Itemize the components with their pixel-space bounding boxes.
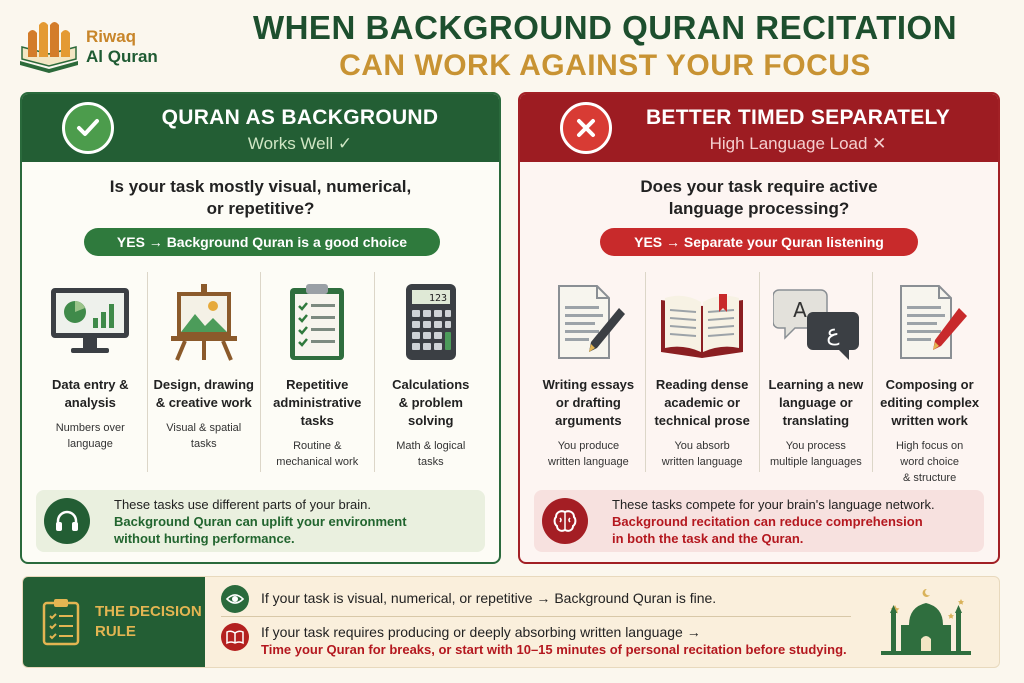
- page-title: [190, 8, 1020, 84]
- card-title-line3: solving: [407, 413, 454, 428]
- card-title-line1: Calculations: [392, 377, 470, 392]
- yes-answer-pill: YES → Background Quran is a good choice: [84, 228, 440, 256]
- card-title-line3: technical prose: [654, 413, 750, 428]
- panel-heading: QURAN AS BACKGROUND: [161, 106, 439, 129]
- decision-rule-language: [221, 623, 847, 658]
- checkmark-icon: [62, 102, 114, 154]
- note-line1: These tasks compete for your brain's language network.: [612, 496, 935, 512]
- card-desc-line2: language: [67, 438, 113, 450]
- note-line2: Background Quran can uplift your environment: [114, 513, 407, 529]
- brand-name-line2: Al Quran: [86, 47, 158, 66]
- card-desc-line1: You produce: [557, 440, 620, 452]
- task-card-composing: [872, 272, 986, 484]
- card-title-line3: translating: [782, 413, 850, 428]
- panel-header: [22, 94, 499, 162]
- document-pen-icon: [545, 282, 631, 362]
- card-title-line2: academic or: [664, 395, 741, 410]
- note-line1: These tasks use different parts of your brain.: [114, 496, 372, 512]
- card-title-line2: & creative work: [155, 395, 252, 410]
- card-desc-line1: Routine &: [293, 440, 342, 452]
- card-desc-line3: & structure: [903, 472, 957, 484]
- note-line3: in both the task and the Quran.: [612, 530, 804, 546]
- card-title-line1: Design, drawing: [153, 377, 254, 392]
- card-desc-line2: written language: [548, 456, 629, 468]
- card-desc-line1: You absorb: [674, 440, 730, 452]
- card-title-line2: language or: [779, 395, 853, 410]
- panel-subheading: Works Well ✓: [247, 134, 353, 153]
- task-card-language: [759, 272, 873, 472]
- decision-rule-bar: [22, 576, 1000, 668]
- panel-note: [534, 490, 984, 552]
- bubble-letter-latin: A: [793, 298, 807, 322]
- open-book-small-icon: [221, 623, 249, 651]
- clipboard-checklist-icon: [274, 282, 360, 362]
- card-desc-line2: tasks: [190, 438, 217, 450]
- question-line1: Is your task mostly visual, numerical,: [109, 177, 412, 196]
- card-desc-line1: High focus on: [895, 440, 964, 452]
- book-stack-logo-icon: [14, 17, 84, 77]
- card-title-line3: arguments: [555, 413, 622, 428]
- brand-logo: [14, 16, 184, 78]
- headphones-icon: [44, 498, 90, 544]
- brand-name-line1: Riwaq: [86, 27, 137, 46]
- open-book-icon: [659, 282, 745, 362]
- panel-heading: BETTER TIMED SEPARATELY: [645, 106, 951, 129]
- card-title-line1: Writing essays: [542, 377, 635, 392]
- panel-subheading: High Language Load ✕: [709, 134, 887, 153]
- card-desc-line2: multiple languages: [770, 456, 862, 468]
- card-title-line1: Data entry &: [51, 377, 129, 392]
- card-desc-line1: Numbers over: [55, 422, 125, 434]
- card-desc-line1: Visual & spatial: [166, 422, 242, 434]
- panel-header: [520, 94, 998, 162]
- card-title-line2: & problem: [398, 395, 463, 410]
- panel-note: [36, 490, 485, 552]
- task-card-admin: [260, 272, 374, 472]
- question-line1: Does your task require active: [640, 177, 878, 196]
- question-line2: language processing?: [668, 199, 850, 218]
- panel-question: [520, 176, 998, 220]
- card-desc-line1: Math & logical: [396, 440, 466, 452]
- card-desc-line2: mechanical work: [276, 456, 359, 468]
- decision-label-line2: RULE: [95, 623, 136, 640]
- document-pencil-icon: [887, 282, 973, 362]
- task-cards: [34, 272, 487, 472]
- monitor-chart-icon: [47, 282, 133, 362]
- panel-question: [22, 176, 499, 220]
- decision-rule-visual: [221, 585, 716, 613]
- title-line2: CAN WORK AGAINST YOUR FOCUS: [339, 49, 871, 82]
- note-line3: without hurting performance.: [114, 530, 295, 546]
- decision-rule2-line1: If your task requires producing or deeply absorbing written language →: [261, 624, 701, 640]
- card-desc-line2: word choice: [900, 456, 959, 468]
- decision-divider: [221, 616, 851, 617]
- clipboard-icon: [41, 598, 81, 646]
- task-card-data-entry: [34, 272, 147, 472]
- decision-rule1-text: If your task is visual, numerical, or repetitive → Background Quran is fine.: [261, 590, 717, 606]
- calculator-display: 123: [428, 293, 447, 304]
- card-desc-line2: written language: [661, 456, 743, 468]
- better-separately-panel: [518, 92, 1000, 564]
- card-title-line2: or drafting: [555, 395, 621, 410]
- decision-label-line1: THE DECISION: [95, 603, 202, 620]
- task-cards: [532, 272, 986, 484]
- calculator-icon: [388, 282, 474, 362]
- task-card-reading: [645, 272, 759, 472]
- card-title-line3: written work: [891, 413, 968, 428]
- eye-icon: [221, 585, 249, 613]
- yes-answer-pill: YES → Separate your Quran listening: [600, 228, 918, 256]
- card-title-line1: Repetitive: [286, 377, 349, 392]
- question-line2: or repetitive?: [206, 199, 315, 218]
- card-title-line1: Reading dense: [655, 377, 749, 392]
- card-title-line2: administrative: [273, 395, 362, 410]
- card-title-line1: Learning a new: [768, 377, 864, 392]
- background-works-panel: [20, 92, 501, 564]
- cross-icon: [560, 102, 612, 154]
- brain-icon: [542, 498, 588, 544]
- easel-icon: [161, 282, 247, 362]
- bubble-letter-arabic: ع: [826, 321, 840, 346]
- card-desc-line2: tasks: [417, 456, 444, 468]
- mosque-icon: [871, 583, 981, 663]
- decision-rule2-line2: Time your Quran for breaks, or start with 10–15 minutes of personal recitation before studying.: [261, 642, 847, 657]
- card-title-line1: Composing or: [885, 377, 974, 392]
- task-card-calculations: [374, 272, 488, 472]
- task-card-writing: [532, 272, 645, 472]
- card-desc-line1: You process: [785, 440, 846, 452]
- card-title-line2: editing complex: [880, 395, 980, 410]
- card-title-line3: tasks: [300, 413, 334, 428]
- note-line2: Background recitation can reduce comprehension: [612, 513, 923, 529]
- task-card-design: [147, 272, 261, 472]
- speech-bubbles-icon: [773, 282, 859, 362]
- decision-label-block: [23, 577, 205, 667]
- card-title-line2: analysis: [64, 395, 116, 410]
- title-line1: WHEN BACKGROUND QURAN RECITATION: [252, 9, 958, 46]
